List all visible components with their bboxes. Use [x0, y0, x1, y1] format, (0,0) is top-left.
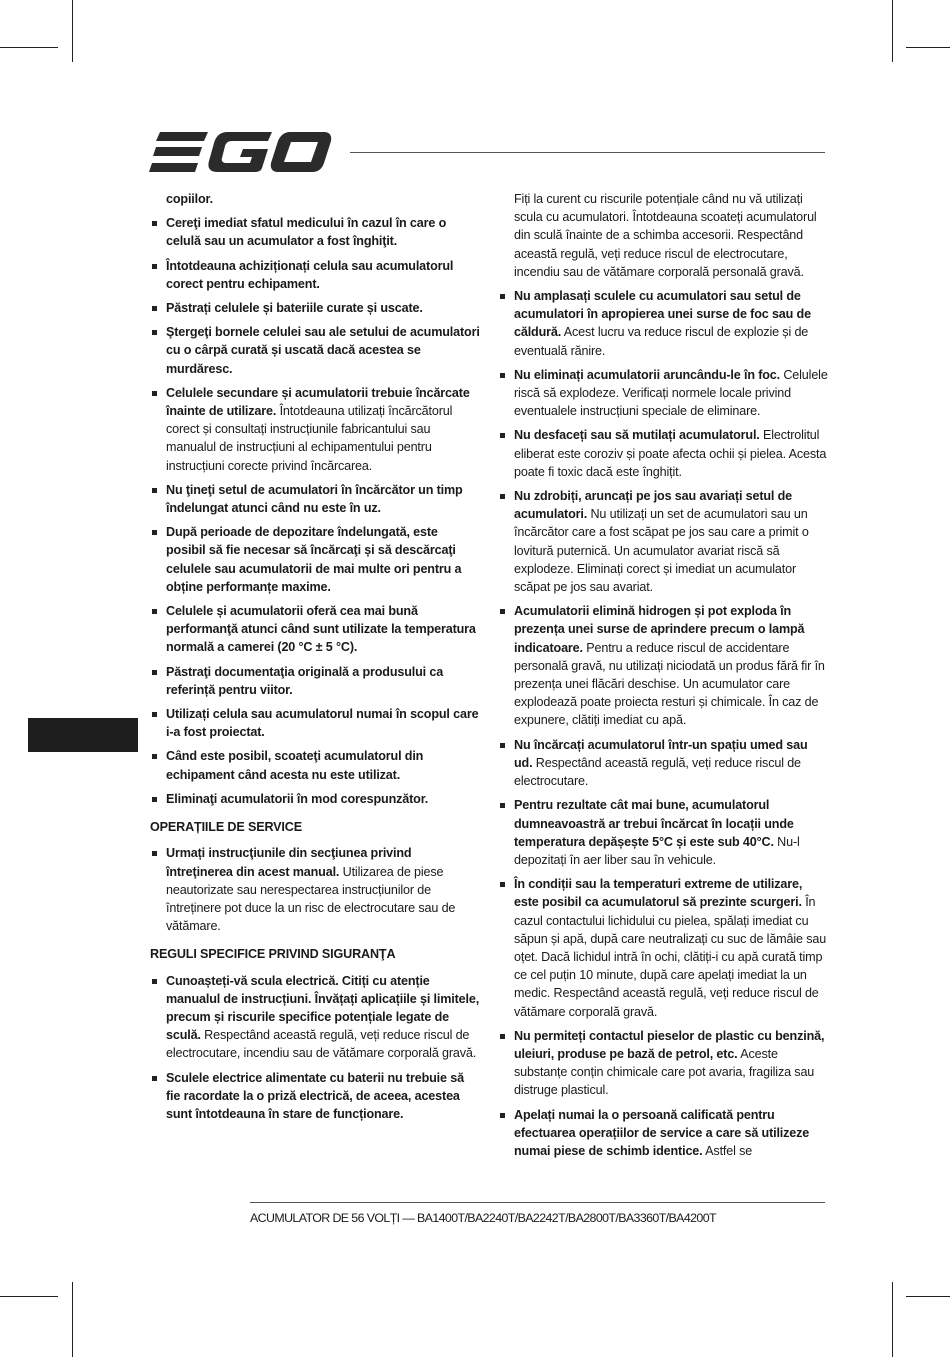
crop-mark — [0, 1296, 58, 1297]
footer-rule — [250, 1202, 825, 1203]
crop-mark — [72, 1282, 73, 1357]
crop-mark — [0, 47, 58, 48]
page-footer: ACUMULATOR DE 56 VOLȚI — BA1400T/BA2240T/BA2242T/BA2800T/BA3360T/BA4200T — [250, 1211, 716, 1225]
list-item: Nu zdrobiți, aruncați pe jos sau avariați setul de acumulatori. Nu utilizați un set de acumulatori sau un încărcător care a fost scăpat pe jos sau care a primit o lovitură puternică. Un acumulator avariat riscă să explodeze. Eliminați corect și imediat un acumulator scăpat pe jos sau avariat. — [498, 487, 828, 596]
list-item: Nu încărcați acumulatorul într-un spațiu umed sau ud. Respectând această regulă, veți reduce riscul de electrocutare. — [498, 736, 828, 791]
crop-mark — [72, 0, 73, 62]
list-item: Celulele secundare și acumulatorii trebuie încărcate înainte de utilizare. Întotdeauna utilizați încărcătorul corect și consultați instrucțiunile fabricantului sau manualul de instrucțiuni al echipamentului pentru instrucțiuni corecte privind încărcarea. — [150, 384, 480, 475]
continued-text: copiilor. — [166, 192, 213, 206]
service-list — [150, 844, 480, 935]
section-heading-safety-rules: REGULI SPECIFICE PRIVIND SIGURANŢA — [150, 947, 396, 962]
section-heading-service: OPERAȚIILE DE SERVICE — [150, 820, 302, 835]
list-item: Păstrați celulele și bateriile curate și uscate. — [150, 299, 480, 317]
right-column — [498, 190, 828, 1166]
list-item: Apelați numai la o persoană calificată pentru efectuarea operațiilor de service a care să utilizeze numai piese de schimb identice. Astfel se — [498, 1106, 828, 1161]
continued-text: Fiți la curent cu riscurile potențiale când nu vă utilizați scula cu acumulatori. Întotdeauna scoateți acumulatorul din sculă înainte de a schimba accesorii. Respectând această regulă, veți reduce riscul de electrocutare, incendiu sau de vătămare corporală personală gravă. — [514, 192, 817, 279]
language-tab-marker — [28, 718, 138, 752]
list-item: Sculele electrice alimentate cu baterii nu trebuie să fie racordate la o priză electrică, de aceea, acestea sunt întotdeauna în stare de funcționare. — [150, 1069, 480, 1124]
precautions-list — [150, 214, 480, 808]
header-rule — [350, 152, 825, 153]
ego-logo — [148, 130, 332, 174]
crop-mark — [906, 47, 950, 48]
list-item: După perioade de depozitare îndelungată, este posibil să fie necesar să încărcaţi și să descărcaţi celulele sau acumulatorii de mai multe ori pentru a obține performanțe maxime. — [150, 523, 480, 596]
list-item: Ştergeţi bornele celulei sau ale setului de acumulatori cu o cârpă curată și uscată dacă acestea se murdăresc. — [150, 323, 480, 378]
list-item: Păstraţi documentaţia originală a produsului ca referință pentru viitor. — [150, 663, 480, 699]
list-item: Pentru rezultate cât mai bune, acumulatorul dumneavoastră ar trebui încărcat în locații unde temperatura depășește 5°C și este sub 40°C. Nu-l depozitați în aer liber sau în vehicule. — [498, 796, 828, 869]
safety-rules-list — [150, 972, 480, 1124]
list-item: Întotdeauna achiziționați celula sau acumulatorul corect pentru echipament. — [150, 257, 480, 293]
list-item: Celulele și acumulatorii oferă cea mai bună performanţă atunci când sunt utilizate la temperatura normală a camerei (20 °C ± 5 °C). — [150, 602, 480, 657]
list-item: Nu amplasați sculele cu acumulatori sau setul de acumulatori în apropierea unei surse de foc sau de căldură. Acest lucru va reduce riscul de explozie și de eventuală rănire. — [498, 287, 828, 360]
crop-mark — [906, 1296, 950, 1297]
list-item: Eliminaţi acumulatorii în mod corespunzător. — [150, 790, 480, 808]
battery-rules-list — [498, 287, 828, 1160]
list-item: Urmați instrucţiunile din secţiunea privind întreţinerea din acest manual. Utilizarea de piese neautorizate sau nerespectarea instrucțiunilor de întreținere pot duce la un risc de electrocutare sau de vătămare. — [150, 844, 480, 935]
left-column — [150, 190, 480, 1129]
list-item: Când este posibil, scoateţi acumulatorul din echipament când acesta nu este utilizat. — [150, 747, 480, 783]
list-item: Nu eliminați acumulatorii aruncându-le în foc. Celulele riscă să explodeze. Verificați normele locale privind eventualele instrucțiuni speciale de eliminare. — [498, 366, 828, 421]
list-item: Nu permiteți contactul pieselor de plastic cu benzină, uleiuri, produse pe bază de petrol, etc. Aceste substanțe conțin chimicale care pot avaria, fragiliza sau distruge plasticul. — [498, 1027, 828, 1100]
list-item: Nu ţineţi setul de acumulatori în încărcător un timp îndelungat atunci când nu este în uz. — [150, 481, 480, 517]
list-item: Nu desfaceți sau să mutilați acumulatorul. Electrolitul eliberat este coroziv și poate afecta ochii și pielea. Acesta poate fi toxic dacă este înghițit. — [498, 426, 828, 481]
list-item: Cereţi imediat sfatul medicului în cazul în care o celulă sau un acumulator a fost înghiţit. — [150, 214, 480, 250]
list-item: Utilizați celula sau acumulatorul numai în scopul care i-a fost proiectat. — [150, 705, 480, 741]
list-item: În condiții sau la temperaturi extreme de utilizare, este posibil ca acumulatorul să prezinte scurgeri. În cazul contactului lichidului cu pielea, spălați imediat cu săpun și apă, după care neutralizați cu suc de lămâie sau oțet. Dacă lichidul intră în ochi, clătiți-i cu apă curată timp ce cel puțin 10 minute, după care apelați imediat la un medic. Respectând această regulă, veți reduce riscul de vătămare corporală gravă. — [498, 875, 828, 1021]
crop-mark — [892, 1282, 893, 1357]
crop-mark — [892, 0, 893, 62]
list-item: Acumulatorii elimină hidrogen și pot exploda în prezența unei surse de aprindere precum o lampă indicatoare. Pentru a reduce riscul de accidentare personală gravă, nu utilizați niciodată un produs fără fir în prezența unei flăcări deschise. Un acumulator care explodează poate proiecta resturi și chimicale. În caz de expunere, clătiți imediat cu apă. — [498, 602, 828, 729]
list-item: Cunoașteți-vă scula electrică. Citiți cu atenție manualul de instrucțiuni. Învățați aplicațiile și limitele, precum și riscurile specifice potențiale legate de sculă. Respectând această regulă, veți reduce riscul de electrocutare, incendiu sau de vătămare corporală gravă. — [150, 972, 480, 1063]
